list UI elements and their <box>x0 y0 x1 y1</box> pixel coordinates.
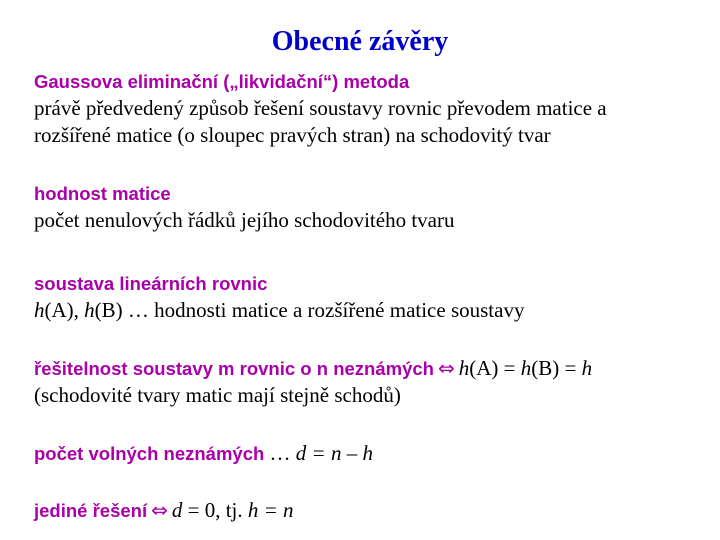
section-matrix-rank <box>34 180 704 234</box>
ellipsis: … <box>264 441 296 465</box>
term-heading: hodnost matice <box>34 183 171 204</box>
term-fragment: neznámých <box>328 358 434 379</box>
term-heading: počet volných neznámých <box>34 443 265 464</box>
math-h: h <box>34 298 45 322</box>
section-free-unknowns <box>34 440 704 467</box>
definition-line: právě předvedený způsob řešení soustavy rovnic převodem matice a <box>34 96 607 120</box>
math-h: h <box>581 356 593 380</box>
free-unknowns-line <box>34 440 704 467</box>
double-arrow-icon: ⇔ <box>151 498 168 522</box>
solvability-line <box>34 355 704 382</box>
section-gauss-elimination <box>34 68 704 149</box>
math-h: h <box>458 356 470 380</box>
double-arrow-icon: ⇔ <box>437 356 455 380</box>
math-d: d <box>171 498 183 522</box>
section-linear-system <box>34 270 704 324</box>
text-fragment: (B) = <box>531 356 582 380</box>
term-fragment: řešitelnost soustavy <box>34 358 219 379</box>
text-fragment: (A) = <box>469 356 521 380</box>
math-h: h <box>84 298 95 322</box>
term-heading: jediné řešení <box>34 500 148 521</box>
section-solvability <box>34 355 704 409</box>
text-fragment: (B) … hodnosti matice a rozšířené matice soustavy <box>94 298 525 322</box>
text-fragment: = 0, tj. <box>182 498 248 522</box>
slide-title: Obecné závěry <box>271 26 449 57</box>
definition-line: (schodovité tvary matic mají stejně schodů) <box>34 383 401 407</box>
text-fragment: (A), <box>44 298 85 322</box>
math-h: h <box>520 356 532 380</box>
term-heading: soustava lineárních rovnic <box>34 273 268 294</box>
definition-line: počet nenulových řádků jejího schodovitého tvaru <box>34 208 455 232</box>
section-unique-solution <box>34 497 704 524</box>
term-variable-m: m <box>218 358 235 379</box>
term-fragment: rovnic o <box>234 358 317 379</box>
formula: d = n – h <box>295 441 373 465</box>
term-heading: Gaussova eliminační („likvidační“) metoda <box>34 71 410 92</box>
definition-line <box>34 297 704 324</box>
definition-line: rozšířené matice (o sloupec pravých stran) na schodovitý tvar <box>34 123 551 147</box>
formula: h = n <box>247 498 294 522</box>
term-variable-n: n <box>316 358 329 379</box>
unique-solution-line <box>34 497 704 524</box>
